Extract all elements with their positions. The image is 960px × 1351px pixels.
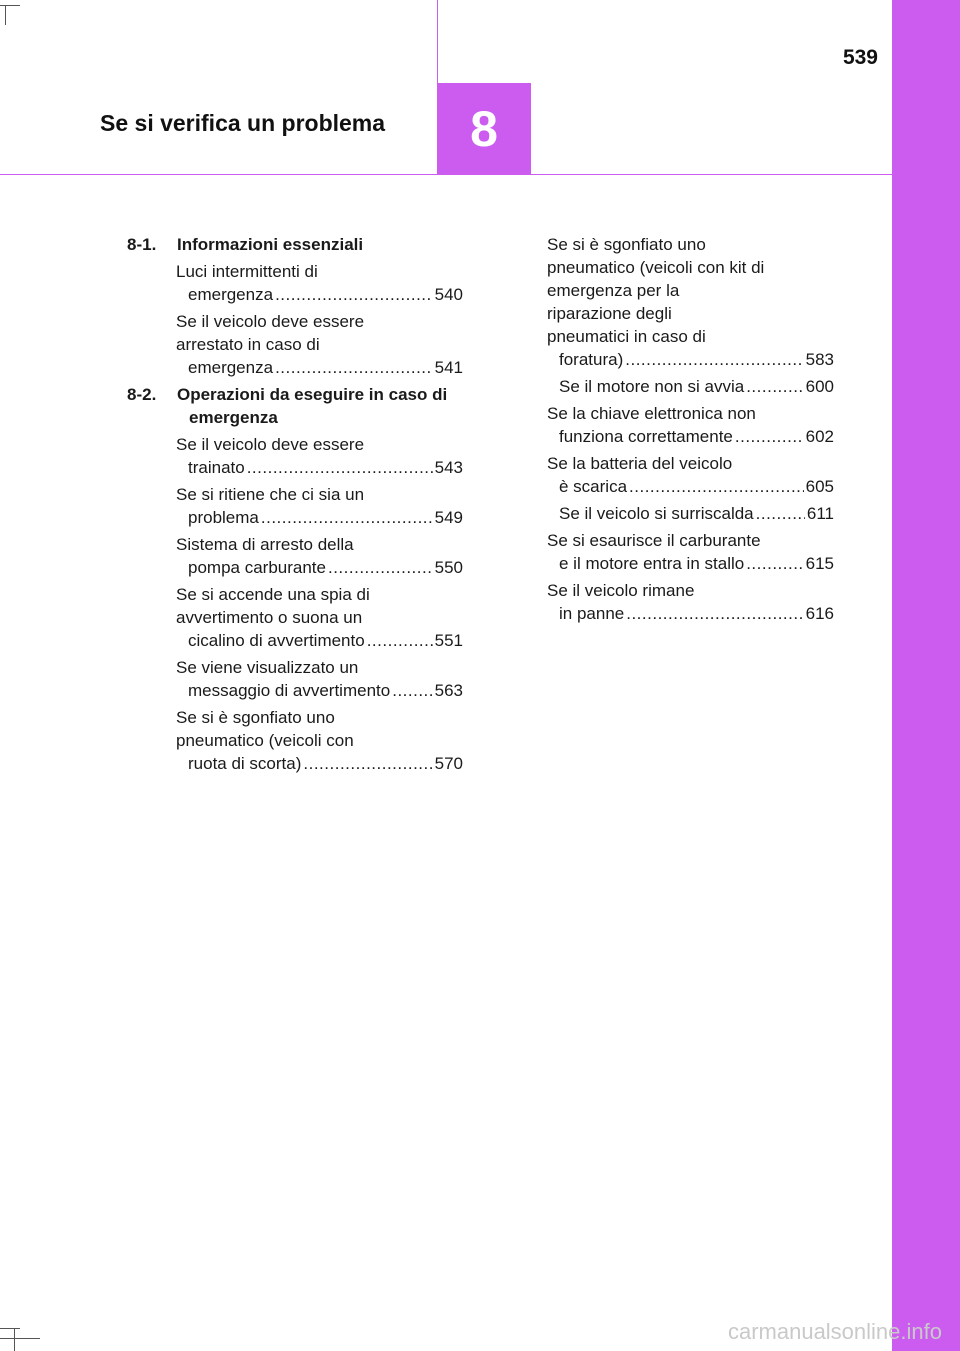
entry-line: emergenza bbox=[188, 358, 274, 377]
entry-line: arrestato in caso di bbox=[176, 335, 320, 354]
toc-entry[interactable] bbox=[547, 233, 834, 371]
toc-entry[interactable] bbox=[176, 533, 463, 579]
dot-leader bbox=[756, 502, 805, 525]
entry-page-number: 602 bbox=[805, 427, 834, 446]
entry-line: problema bbox=[188, 508, 259, 527]
dot-leader bbox=[303, 752, 432, 775]
section-number: 8-1. bbox=[127, 235, 157, 254]
entry-page-number: 549 bbox=[434, 508, 463, 527]
crop-mark bbox=[0, 1328, 20, 1329]
entry-page-number: 583 bbox=[805, 350, 834, 369]
entry-line: Se si è sgonfiato uno bbox=[547, 235, 706, 254]
entry-line: riparazione degli bbox=[547, 304, 672, 323]
entry-line: Se il veicolo deve essere bbox=[176, 312, 365, 331]
toc-entry[interactable] bbox=[547, 375, 834, 398]
entry-line: Se viene visualizzato un bbox=[176, 658, 359, 677]
entry-line: Sistema di arresto della bbox=[176, 535, 354, 554]
chapter-sidebar-tab bbox=[892, 0, 960, 1351]
entry-page-number: 551 bbox=[434, 631, 463, 650]
section-title: Operazioni da eseguire in caso di emergenza bbox=[177, 385, 448, 427]
toc-entry[interactable] bbox=[176, 260, 463, 306]
chapter-title: Se si verifica un problema bbox=[100, 110, 386, 136]
entry-page-number: 615 bbox=[805, 554, 834, 573]
entry-line: in panne bbox=[559, 604, 625, 623]
toc-entry[interactable] bbox=[176, 483, 463, 529]
dot-leader bbox=[392, 679, 432, 702]
entry-page-number: 543 bbox=[434, 458, 463, 477]
crop-mark bbox=[0, 1338, 40, 1339]
entry-line: Se la chiave elettronica non bbox=[547, 404, 756, 423]
entry-page-number: 541 bbox=[434, 358, 463, 377]
entry-page-number: 616 bbox=[805, 604, 834, 623]
entry-line: Se si è sgonfiato uno bbox=[176, 708, 335, 727]
entry-page-number: 550 bbox=[434, 558, 463, 577]
dot-leader bbox=[261, 506, 433, 529]
entry-line: funziona correttamente bbox=[559, 427, 733, 446]
entry-page-number: 600 bbox=[805, 377, 834, 396]
crop-mark bbox=[14, 1328, 15, 1351]
entry-line: Se il veicolo rimane bbox=[547, 581, 695, 600]
toc-entry[interactable] bbox=[547, 529, 834, 575]
crop-mark bbox=[0, 5, 20, 6]
entry-line: Se il veicolo si surriscalda bbox=[559, 504, 754, 523]
entry-page-number: 563 bbox=[434, 681, 463, 700]
dot-leader bbox=[746, 552, 803, 575]
entry-page-number: 605 bbox=[805, 477, 834, 496]
entry-line: messaggio di avvertimento bbox=[188, 681, 391, 700]
dot-leader bbox=[275, 283, 433, 306]
section-number: 8-2. bbox=[127, 385, 157, 404]
entry-line: Luci intermittenti di bbox=[176, 262, 318, 281]
entry-line: ruota di scorta) bbox=[188, 754, 302, 773]
toc-entry[interactable] bbox=[547, 452, 834, 498]
entry-line: Se si accende una spia di bbox=[176, 585, 370, 604]
entry-line: pneumatico (veicoli con bbox=[176, 731, 354, 750]
dot-leader bbox=[625, 348, 803, 371]
section-title: Informazioni essenziali bbox=[177, 235, 364, 254]
entry-line: foratura) bbox=[559, 350, 624, 369]
chapter-number-box bbox=[437, 83, 531, 175]
entry-line: cicalino di avvertimento bbox=[188, 631, 365, 650]
toc-section-8-2 bbox=[127, 383, 463, 429]
entry-line: Se si ritiene che ci sia un bbox=[176, 485, 365, 504]
entry-page-number: 570 bbox=[434, 754, 463, 773]
entry-line: Se il motore non si avvia bbox=[559, 377, 745, 396]
entry-line: Se si esaurisce il carburante bbox=[547, 531, 761, 550]
toc-entry[interactable] bbox=[547, 502, 834, 525]
entry-line: pneumatico (veicoli con kit di bbox=[547, 258, 765, 277]
dot-leader bbox=[275, 356, 433, 379]
entry-line: Se la batteria del veicolo bbox=[547, 454, 733, 473]
entry-line: e il motore entra in stallo bbox=[559, 554, 745, 573]
watermark: carmanualsonline.info bbox=[727, 1319, 942, 1344]
crop-mark bbox=[5, 5, 6, 25]
chapter-number: 8 bbox=[470, 101, 498, 157]
entry-line: Se il veicolo deve essere bbox=[176, 435, 365, 454]
entry-line: emergenza per la bbox=[547, 281, 680, 300]
toc-entry[interactable] bbox=[176, 583, 463, 652]
header-divider-vertical bbox=[437, 0, 438, 84]
toc-entry[interactable] bbox=[547, 402, 834, 448]
toc-right-column bbox=[547, 233, 834, 629]
toc-entry[interactable] bbox=[547, 579, 834, 625]
entry-line: è scarica bbox=[559, 477, 628, 496]
dot-leader bbox=[367, 629, 433, 652]
dot-leader bbox=[746, 375, 803, 398]
toc-entry[interactable] bbox=[176, 310, 463, 379]
entry-page-number: 540 bbox=[434, 285, 463, 304]
dot-leader bbox=[626, 602, 803, 625]
toc-section-8-1 bbox=[127, 233, 463, 256]
dot-leader bbox=[247, 456, 433, 479]
toc-left-column bbox=[127, 233, 463, 779]
toc-entry[interactable] bbox=[176, 706, 463, 775]
toc-entry[interactable] bbox=[176, 433, 463, 479]
entry-line: avvertimento o suona un bbox=[176, 608, 363, 627]
dot-leader bbox=[735, 425, 804, 448]
dot-leader bbox=[629, 475, 804, 498]
toc-entry[interactable] bbox=[176, 656, 463, 702]
page-number: 539 bbox=[842, 46, 878, 69]
entry-line: pompa carburante bbox=[188, 558, 326, 577]
dot-leader bbox=[328, 556, 433, 579]
entry-line: trainato bbox=[188, 458, 245, 477]
entry-line: emergenza bbox=[188, 285, 274, 304]
entry-line: pneumatici in caso di bbox=[547, 327, 706, 346]
entry-page-number: 611 bbox=[806, 504, 834, 523]
